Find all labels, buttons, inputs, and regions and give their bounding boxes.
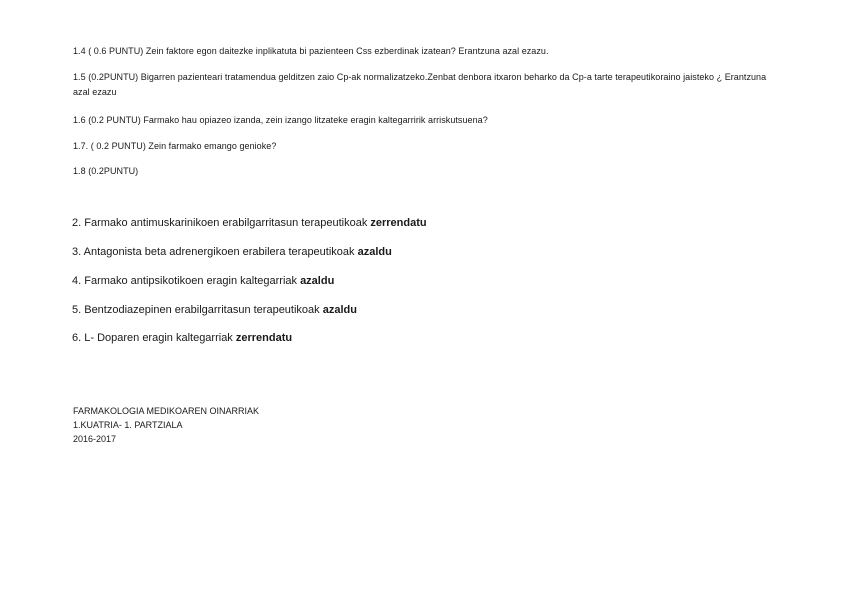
question-3-text: 3. Antagonista beta adrenergikoen erabilera terapeutikoak bbox=[72, 246, 358, 258]
question-2 bbox=[72, 216, 772, 231]
question-6-text: 6. L- Doparen eragin kaltegarriak bbox=[72, 332, 236, 344]
question-1-8: 1.8 (0.2PUNTU) bbox=[73, 166, 139, 176]
question-6 bbox=[72, 331, 772, 346]
document-footer bbox=[73, 404, 259, 446]
question-5-text: 5. Bentzodiazepinen erabilgarritasun terapeutikoak bbox=[72, 304, 323, 316]
question-1-4: 1.4 ( 0.6 PUNTU) Zein faktore egon daitezke inplikatuta bi pazienteen Css ezberdinak izatean? Erantzuna azal ezazu. bbox=[73, 46, 549, 56]
question-5 bbox=[72, 303, 772, 318]
question-4-text: 4. Farmako antipsikotikoen eragin kaltegarriak bbox=[72, 275, 301, 287]
question-4 bbox=[72, 274, 772, 289]
question-4-verb: azaldu bbox=[300, 275, 335, 287]
question-3-verb: azaldu bbox=[357, 246, 392, 258]
question-1-6: 1.6 (0.2 PUNTU) Farmako hau opiazeo izanda, zein izango litzateke eragin kaltegarririk arriskutsuena? bbox=[73, 115, 488, 125]
question-1-7: 1.7. ( 0.2 PUNTU) Zein farmako emango genioke? bbox=[73, 141, 277, 151]
question-6-verb: zerrendatu bbox=[235, 332, 293, 344]
question-1-5: 1.5 (0.2PUNTU) Bigarren pazienteari tratamendua gelditzen zaio Cp-ak normalizatzeko.Zenbat denbora itxaron beharko da Cp-a tarte terapeutikoraino jaisteko ¿ Erantzuna azal ezazu bbox=[73, 72, 767, 97]
question-5-verb: azaldu bbox=[322, 304, 357, 316]
question-2-text: 2. Farmako antimuskarinikoen erabilgarritasun terapeutikoak bbox=[72, 217, 371, 229]
question-3 bbox=[72, 245, 772, 260]
question-2-verb: zerrendatu bbox=[370, 217, 427, 229]
footer-year: 2016-2017 bbox=[73, 434, 117, 444]
footer-exam: 1.KUATRIA- 1. PARTZIALA bbox=[73, 420, 183, 430]
footer-course: FARMAKOLOGIA MEDIKOAREN OINARRIAK bbox=[73, 406, 260, 416]
